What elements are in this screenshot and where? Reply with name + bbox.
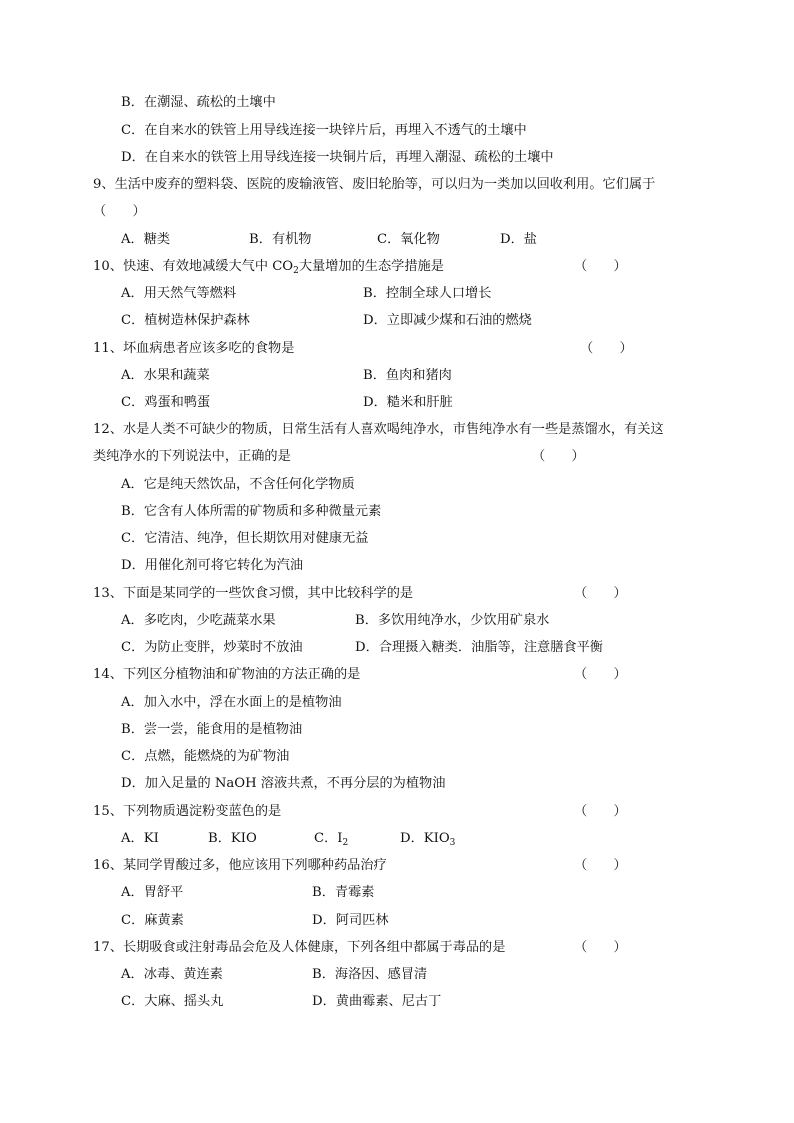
q9-stem: 9、生活中废弃的塑料袋、医院的废输液管、废旧轮胎等，可以归为一类加以回收利用。它们属于 — [93, 177, 656, 192]
q15-option-c-text: C．I — [314, 831, 343, 846]
q12-stem-line2: 类纯净水的下列说法中，正确的是 — [93, 449, 291, 464]
q14-stem: 14、下列区分植物油和矿物油的方法正确的是 — [93, 667, 361, 682]
q10-option-c: C．植树造林保护森林 — [121, 313, 250, 328]
q14-option-d: D．加入足量的 NaOH 溶液共煮，不再分层的为植物油 — [121, 776, 446, 791]
q15-option-b: B．KIO — [208, 831, 257, 846]
q12-option-d: D．用催化剂可将它转化为汽油 — [121, 558, 304, 573]
q15-option-d-text: D．KIO — [400, 831, 450, 846]
q10-answer-paren: （ ） — [574, 259, 627, 274]
q15-option-c-sub: 2 — [342, 838, 349, 848]
q10-stem-post: 大量增加的生态学措施是 — [298, 259, 444, 274]
q8-option-b: B．在潮湿、疏松的土壤中 — [121, 95, 276, 110]
q9-answer-paren: （ ） — [93, 204, 146, 219]
q10-option-d: D．立即减少煤和石油的燃烧 — [363, 313, 532, 328]
q13-option-a: A．多吃肉，少吃蔬菜水果 — [121, 613, 276, 628]
q13-answer-paren: （ ） — [574, 586, 627, 601]
q13-option-c: C．为防止变胖，炒菜时不放油 — [121, 640, 303, 655]
q14-option-a: A．加入水中，浮在水面上的是植物油 — [121, 695, 342, 710]
q15-option-d — [400, 830, 455, 848]
q17-option-c: C．大麻、摇头丸 — [121, 994, 224, 1009]
q17-option-b: B．海洛因、感冒清 — [312, 967, 428, 982]
q8-option-d: D．在自来水的铁管上用导线连接一块铜片后，再埋入潮湿、疏松的土壤中 — [121, 150, 554, 165]
q10-option-b: B．控制全球人口增长 — [363, 286, 492, 301]
q16-option-b: B．青霉素 — [312, 885, 375, 900]
q17-option-a: A．冰毒、黄连素 — [121, 967, 223, 982]
q14-option-c: C．点燃，能燃烧的为矿物油 — [121, 749, 290, 764]
q11-option-a: A．水果和蔬菜 — [121, 368, 210, 383]
q16-answer-paren: （ ） — [574, 858, 627, 873]
q11-answer-paren: （ ） — [580, 341, 633, 356]
q10-stem-sub: 2 — [293, 266, 299, 276]
q12-option-b: B．它含有人体所需的矿物质和多种微量元素 — [121, 504, 382, 519]
q15-option-a: A．KI — [121, 831, 159, 846]
q15-option-d-sub: 3 — [449, 838, 456, 848]
q11-option-b: B．鱼肉和猪肉 — [363, 368, 452, 383]
q9-option-b: B．有机物 — [249, 232, 312, 247]
q17-answer-paren: （ ） — [574, 940, 627, 955]
q13-option-d: D．合理摄入糖类．油脂等，注意膳食平衡 — [355, 640, 603, 655]
q15-option-c — [314, 830, 348, 848]
q16-option-c: C．麻黄素 — [121, 913, 184, 928]
q9-option-d: D．盐 — [500, 232, 537, 247]
q12-answer-paren: （ ） — [532, 449, 585, 464]
q13-stem: 13、下面是某同学的一些饮食习惯，其中比较科学的是 — [93, 586, 414, 601]
q12-option-a: A．它是纯天然饮品，不含任何化学物质 — [121, 477, 355, 492]
q16-option-d: D．阿司匹林 — [312, 913, 389, 928]
q12-option-c: C．它清洁、纯净，但长期饮用对健康无益 — [121, 531, 369, 546]
q9-option-c: C．氧化物 — [377, 232, 440, 247]
q15-answer-paren: （ ） — [574, 804, 627, 819]
q11-option-d: D．糙米和肝脏 — [363, 395, 453, 410]
q8-option-c: C．在自来水的铁管上用导线连接一块锌片后，再埋入不透气的土壤中 — [121, 123, 527, 138]
q13-option-b: B．多饮用纯净水，少饮用矿泉水 — [355, 613, 550, 628]
q10-option-a: A．用天然气等燃料 — [121, 286, 237, 301]
q15-stem: 15、下列物质遇淀粉变蓝色的是 — [93, 804, 282, 819]
q12-stem-line1: 12、水是人类不可缺少的物质，日常生活有人喜欢喝纯净水，市售纯净水有一些是蒸馏水，有关这 — [93, 422, 664, 437]
q17-stem: 17、长期吸食或注射毒品会危及人体健康，下列各组中都属于毒品的是 — [93, 940, 506, 955]
q14-answer-paren: （ ） — [574, 667, 627, 682]
q14-option-b: B．尝一尝，能食用的是植物油 — [121, 722, 303, 737]
q10-stem — [93, 258, 444, 276]
q10-stem-pre: 10、快速、有效地减缓大气中 CO — [93, 259, 294, 274]
q9-option-a: A．糖类 — [121, 232, 171, 247]
q11-option-c: C．鸡蛋和鸭蛋 — [121, 395, 211, 410]
q16-option-a: A．胃舒平 — [121, 885, 184, 900]
q11-stem: 11、坏血病患者应该多吃的食物是 — [93, 341, 295, 356]
q16-stem: 16、某同学胃酸过多，他应该用下列哪种药品治疗 — [93, 858, 387, 873]
q17-option-d: D．黄曲霉素、尼古丁 — [312, 994, 442, 1009]
